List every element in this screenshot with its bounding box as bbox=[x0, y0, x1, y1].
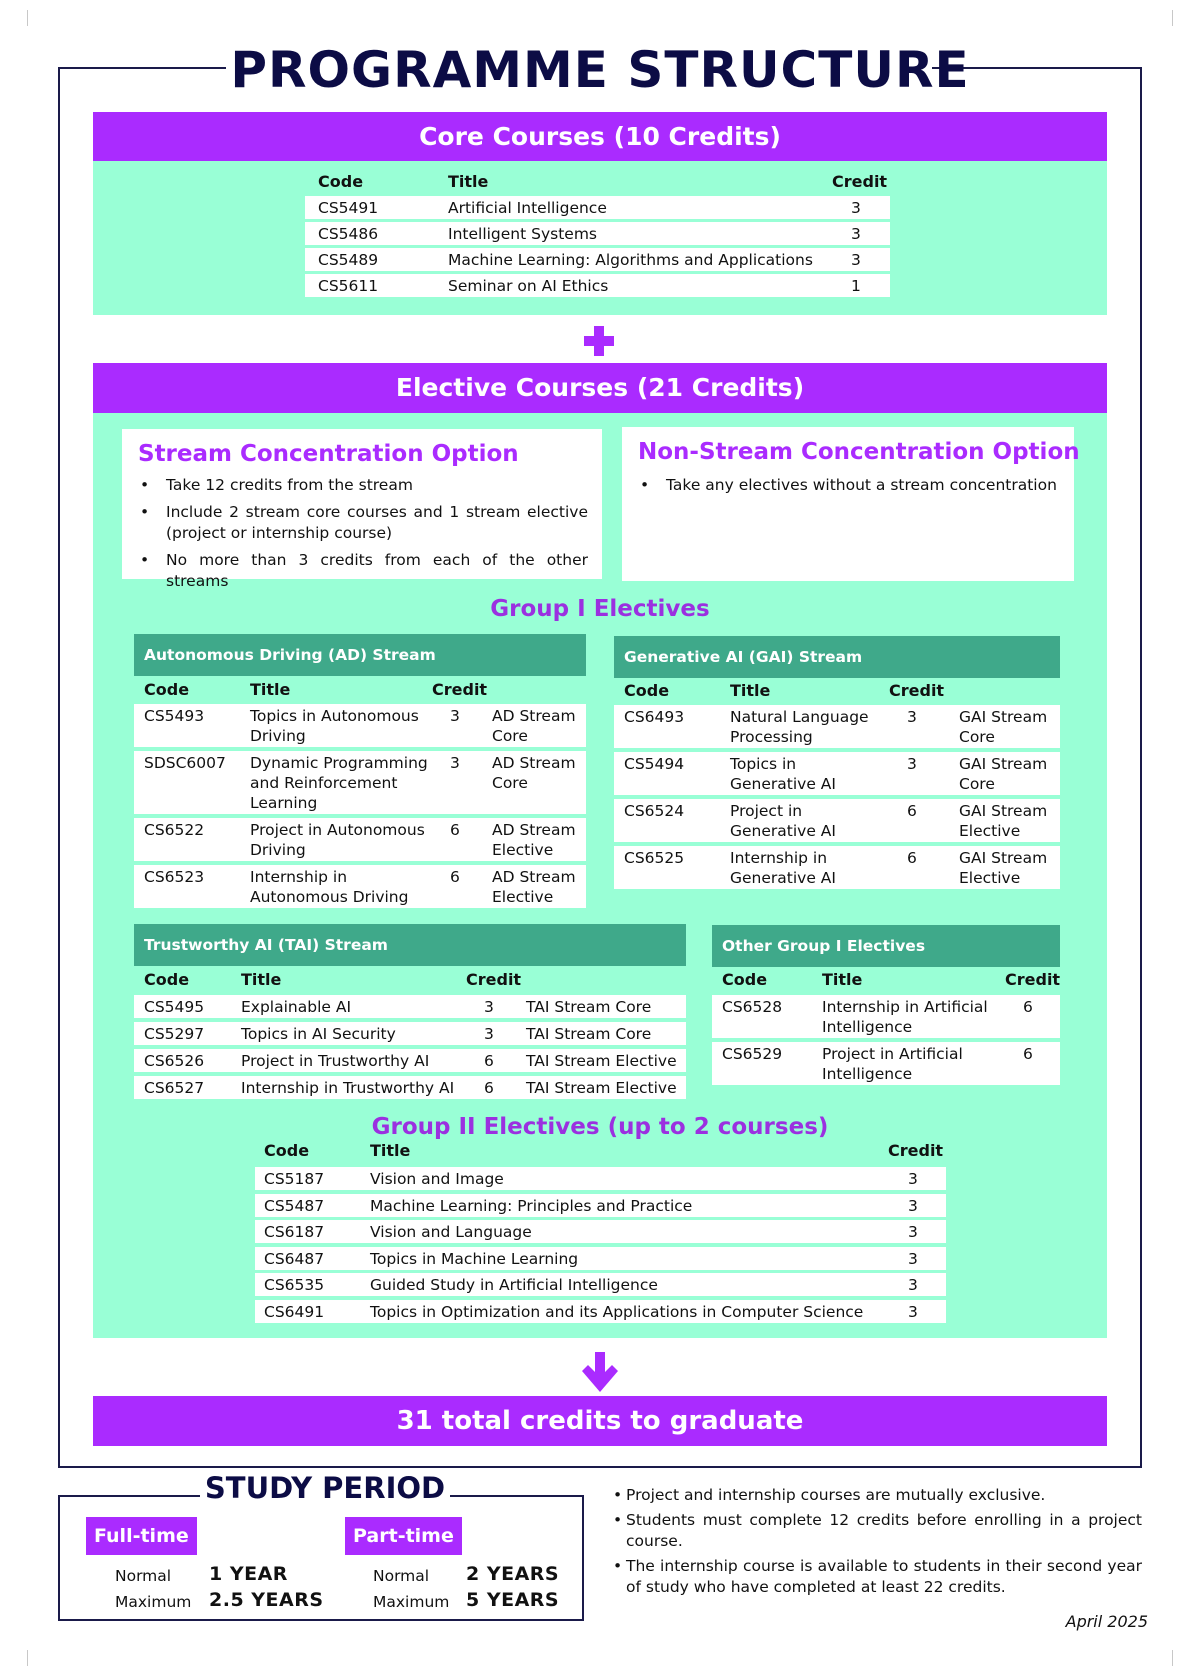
bullet-item: • Include 2 stream core courses and 1 stream elective (project or internship course) bbox=[138, 502, 588, 544]
core-row bbox=[305, 274, 890, 297]
crop-mark-br bbox=[1172, 1650, 1186, 1666]
course-type: TAI Stream Core bbox=[526, 998, 652, 1016]
course-title-cont: Generative AI bbox=[730, 775, 836, 793]
total-credits-text: 31 total credits to graduate bbox=[396, 1406, 804, 1436]
col-title: Title bbox=[730, 681, 771, 700]
ad-row bbox=[134, 751, 586, 814]
course-code: CS6526 bbox=[144, 1052, 205, 1070]
course-type: TAI Stream Elective bbox=[526, 1052, 677, 1070]
course-title: Topics in Autonomous bbox=[250, 707, 419, 725]
gai-stream-table bbox=[614, 636, 1060, 891]
col-credit: Credit bbox=[1005, 970, 1061, 989]
page-title: PROGRAMME STRUCTURE bbox=[230, 41, 970, 99]
ad-row bbox=[134, 818, 586, 861]
course-title-cont: Driving bbox=[250, 841, 306, 859]
core-col-title: Title bbox=[448, 172, 489, 191]
ad-row bbox=[134, 704, 586, 747]
course-credit: 3 bbox=[484, 998, 494, 1016]
course-title-cont: Processing bbox=[730, 728, 813, 746]
non-stream-concentration-title: Non-Stream Concentration Option bbox=[638, 439, 1080, 465]
full-time-badge: Full-time bbox=[86, 1517, 197, 1555]
note-item: • Students must complete 12 credits before enrolling in a project course. bbox=[612, 1510, 1142, 1552]
course-type-cont: Core bbox=[492, 774, 528, 792]
course-credit: 6 bbox=[484, 1079, 494, 1097]
course-type: AD Stream bbox=[492, 868, 576, 886]
course-credit: 3 bbox=[908, 1303, 918, 1321]
course-code: CS6527 bbox=[144, 1079, 205, 1097]
course-credit: 3 bbox=[851, 199, 861, 217]
course-title: Project in bbox=[730, 802, 803, 820]
course-type: GAI Stream bbox=[959, 708, 1048, 726]
course-credit: 3 bbox=[851, 225, 861, 243]
course-code: CS5187 bbox=[264, 1170, 325, 1188]
course-code: CS5494 bbox=[624, 755, 685, 773]
course-type: AD Stream bbox=[492, 754, 576, 772]
course-credit: 3 bbox=[908, 1223, 918, 1241]
other-row bbox=[712, 995, 1060, 1038]
crop-mark-bl bbox=[14, 1650, 28, 1666]
elective-courses-bar bbox=[93, 363, 1107, 413]
course-code: SDSC6007 bbox=[144, 754, 226, 772]
col-credit: Credit bbox=[432, 680, 488, 699]
course-title: Intelligent Systems bbox=[448, 225, 598, 243]
col-code: Code bbox=[144, 680, 190, 699]
course-title: Explainable AI bbox=[241, 998, 352, 1016]
gai-row bbox=[614, 705, 1060, 748]
tai-row bbox=[134, 1049, 686, 1072]
course-credit: 3 bbox=[851, 251, 861, 269]
full-time-normal-value: 1 YEAR bbox=[209, 1563, 288, 1585]
course-title: Topics in Optimization and its Applications in Computer Science bbox=[370, 1303, 864, 1321]
other-group1-header: Other Group I Electives bbox=[712, 925, 1060, 967]
course-credit: 3 bbox=[907, 755, 917, 773]
col-code: Code bbox=[722, 970, 768, 989]
ad-row bbox=[134, 865, 586, 908]
course-title: Internship in Artificial bbox=[822, 998, 988, 1016]
bullet-item: • Take 12 credits from the stream bbox=[138, 475, 588, 496]
course-title-cont: Intelligence bbox=[822, 1018, 913, 1036]
non-stream-concentration-list bbox=[638, 475, 1068, 502]
col-code: Code bbox=[144, 970, 190, 989]
part-time-normal-value: 2 YEARS bbox=[466, 1563, 560, 1585]
course-credit: 6 bbox=[450, 868, 460, 886]
course-type-cont: Core bbox=[959, 775, 995, 793]
course-title: Internship in Trustworthy AI bbox=[241, 1079, 455, 1097]
gai-stream-header: Generative AI (GAI) Stream bbox=[614, 636, 1060, 678]
course-credit: 3 bbox=[907, 708, 917, 726]
course-type: TAI Stream Core bbox=[526, 1025, 652, 1043]
course-credit: 6 bbox=[450, 821, 460, 839]
course-code: CS6529 bbox=[722, 1045, 783, 1063]
course-title-cont: Learning bbox=[250, 794, 318, 812]
tai-stream-header: Trustworthy AI (TAI) Stream bbox=[134, 924, 686, 966]
group2-col-code: Code bbox=[264, 1141, 310, 1160]
course-code: CS6522 bbox=[144, 821, 205, 839]
course-title: Project in Artificial bbox=[822, 1045, 963, 1063]
part-time-max-label: Maximum bbox=[373, 1593, 450, 1611]
course-code: CS5493 bbox=[144, 707, 205, 725]
course-title-cont: Driving bbox=[250, 727, 306, 745]
course-title: Project in Autonomous bbox=[250, 821, 425, 839]
group2-row bbox=[255, 1300, 946, 1323]
bullet-item: • Take any electives without a stream concentration bbox=[638, 475, 1068, 496]
full-time-max-value: 2.5 YEARS bbox=[209, 1589, 324, 1611]
course-code: CS5486 bbox=[318, 225, 379, 243]
ad-stream-header: Autonomous Driving (AD) Stream bbox=[134, 634, 586, 676]
publication-date: April 2025 bbox=[1065, 1612, 1148, 1631]
course-credit: 3 bbox=[450, 754, 460, 772]
group2-row bbox=[255, 1220, 946, 1243]
total-credits-bar bbox=[93, 1396, 1107, 1446]
core-row bbox=[305, 222, 890, 245]
group1-heading: Group I Electives bbox=[490, 596, 710, 622]
tai-row bbox=[134, 1076, 686, 1099]
course-title: Vision and Image bbox=[370, 1170, 504, 1188]
part-time-max-value: 5 YEARS bbox=[466, 1589, 560, 1611]
bullet-item: • No more than 3 credits from each of the other streams bbox=[138, 550, 588, 592]
course-code: CS5297 bbox=[144, 1025, 205, 1043]
course-type-cont: Core bbox=[959, 728, 995, 746]
course-credit: 3 bbox=[450, 707, 460, 725]
full-time-normal-label: Normal bbox=[115, 1567, 172, 1585]
gai-row bbox=[614, 752, 1060, 795]
group2-row bbox=[255, 1167, 946, 1190]
core-col-credit: Credit bbox=[832, 172, 888, 191]
stream-concentration-title: Stream Concentration Option bbox=[138, 441, 519, 467]
crop-mark-tl bbox=[14, 10, 28, 26]
col-code: Code bbox=[624, 681, 670, 700]
course-code: CS6523 bbox=[144, 868, 205, 886]
note-item: • Project and internship courses are mutually exclusive. bbox=[612, 1485, 1142, 1506]
course-title: Machine Learning: Principles and Practice bbox=[370, 1197, 693, 1215]
course-title: Seminar on AI Ethics bbox=[448, 277, 609, 295]
plus-icon bbox=[584, 326, 614, 356]
course-title-cont: Intelligence bbox=[822, 1065, 913, 1083]
course-credit: 3 bbox=[908, 1170, 918, 1188]
course-type-cont: Elective bbox=[492, 888, 554, 906]
tai-row bbox=[134, 1022, 686, 1045]
course-code: CS5489 bbox=[318, 251, 379, 269]
course-type: TAI Stream Elective bbox=[526, 1079, 677, 1097]
course-title: Topics in Machine Learning bbox=[370, 1250, 579, 1268]
course-title: Natural Language bbox=[730, 708, 869, 726]
tai-row bbox=[134, 995, 686, 1018]
course-type: GAI Stream bbox=[959, 802, 1048, 820]
course-title: Dynamic Programming bbox=[250, 754, 428, 772]
course-title-cont: Generative AI bbox=[730, 822, 836, 840]
other-group1-table bbox=[712, 925, 1060, 1088]
course-type-cont: Core bbox=[492, 727, 528, 745]
course-code: CS6525 bbox=[624, 849, 685, 867]
course-title-cont: Autonomous Driving bbox=[250, 888, 409, 906]
study-period-title: STUDY PERIOD bbox=[204, 1471, 446, 1505]
core-col-code: Code bbox=[318, 172, 364, 191]
course-code: CS5611 bbox=[318, 277, 379, 295]
course-credit: 6 bbox=[484, 1052, 494, 1070]
notes-list bbox=[612, 1485, 1142, 1602]
group2-row bbox=[255, 1194, 946, 1217]
group2-row bbox=[255, 1247, 946, 1270]
course-title: Internship in bbox=[250, 868, 348, 886]
course-code: CS6524 bbox=[624, 802, 685, 820]
crop-mark-tr bbox=[1172, 10, 1186, 26]
course-type: GAI Stream bbox=[959, 849, 1048, 867]
full-time-max-label: Maximum bbox=[115, 1593, 192, 1611]
core-row bbox=[305, 196, 890, 219]
course-title: Topics in bbox=[730, 755, 797, 773]
other-row bbox=[712, 1042, 1060, 1085]
course-type-cont: Elective bbox=[492, 841, 554, 859]
non-stream-concentration-box bbox=[622, 427, 1080, 581]
course-credit: 3 bbox=[484, 1025, 494, 1043]
group2-col-credit: Credit bbox=[888, 1141, 944, 1160]
course-title-cont: Generative AI bbox=[730, 869, 836, 887]
core-row bbox=[305, 248, 890, 271]
course-title: Guided Study in Artificial Intelligence bbox=[370, 1276, 658, 1294]
course-credit: 6 bbox=[1023, 1045, 1033, 1063]
course-title-cont: and Reinforcement bbox=[250, 774, 398, 792]
course-title: Topics in AI Security bbox=[241, 1025, 396, 1043]
course-credit: 3 bbox=[908, 1276, 918, 1294]
course-code: CS6528 bbox=[722, 998, 783, 1016]
course-credit: 3 bbox=[908, 1250, 918, 1268]
col-credit: Credit bbox=[889, 681, 945, 700]
part-time-normal-label: Normal bbox=[373, 1567, 430, 1585]
arrow-down-icon bbox=[582, 1352, 618, 1392]
group2-heading: Group II Electives (up to 2 courses) bbox=[371, 1114, 829, 1140]
course-title: Vision and Language bbox=[370, 1223, 532, 1241]
part-time-badge: Part-time bbox=[345, 1517, 462, 1555]
course-code: CS6491 bbox=[264, 1303, 325, 1321]
col-title: Title bbox=[250, 680, 291, 699]
course-code: CS5495 bbox=[144, 998, 205, 1016]
ad-stream-table bbox=[134, 634, 586, 910]
gai-row bbox=[614, 846, 1060, 889]
gai-row bbox=[614, 799, 1060, 842]
course-credit: 6 bbox=[907, 849, 917, 867]
course-code: CS6535 bbox=[264, 1276, 325, 1294]
group2-col-title: Title bbox=[370, 1141, 411, 1160]
core-courses-heading: Core Courses (10 Credits) bbox=[419, 122, 781, 151]
course-title: Artificial Intelligence bbox=[448, 199, 607, 217]
course-credit: 1 bbox=[851, 277, 861, 295]
elective-courses-heading: Elective Courses (21 Credits) bbox=[395, 373, 805, 402]
course-type-cont: Elective bbox=[959, 869, 1021, 887]
course-title: Machine Learning: Algorithms and Applications bbox=[448, 251, 813, 269]
core-courses-bar bbox=[93, 112, 1107, 161]
course-code: CS5491 bbox=[318, 199, 379, 217]
course-type: AD Stream bbox=[492, 821, 576, 839]
course-code: CS6493 bbox=[624, 708, 685, 726]
course-type-cont: Elective bbox=[959, 822, 1021, 840]
course-credit: 6 bbox=[907, 802, 917, 820]
course-code: CS6187 bbox=[264, 1223, 325, 1241]
col-title: Title bbox=[822, 970, 863, 989]
tai-stream-table bbox=[134, 924, 686, 1099]
course-title: Internship in bbox=[730, 849, 828, 867]
note-item: • The internship course is available to students in their second year of study who have completed at least 22 credits. bbox=[612, 1556, 1142, 1598]
course-title: Project in Trustworthy AI bbox=[241, 1052, 430, 1070]
course-code: CS6487 bbox=[264, 1250, 325, 1268]
course-credit: 6 bbox=[1023, 998, 1033, 1016]
stream-concentration-box bbox=[122, 429, 602, 590]
course-type: GAI Stream bbox=[959, 755, 1048, 773]
course-credit: 3 bbox=[908, 1197, 918, 1215]
col-credit: Credit bbox=[466, 970, 522, 989]
stream-concentration-list bbox=[138, 475, 588, 598]
col-title: Title bbox=[241, 970, 282, 989]
group2-row bbox=[255, 1273, 946, 1296]
course-code: CS5487 bbox=[264, 1197, 325, 1215]
course-type: AD Stream bbox=[492, 707, 576, 725]
